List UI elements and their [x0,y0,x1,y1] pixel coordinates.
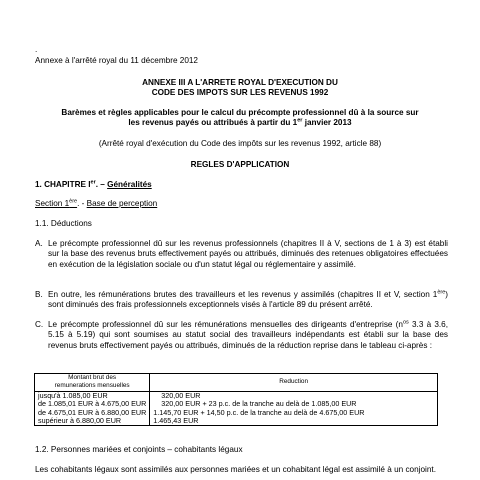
header-reduction: Reduction [150,374,438,392]
table-header-row [35,374,438,392]
subtitle-line-1: Barèmes et règles applicables pour le calcul du précompte professionnel dû à la source sur [61,108,419,117]
item-b-text: En outre, les rémunérations brutes des travailleurs et les revenus y assimilés (chapitres II et V, section 1ère) sont diminués des frais professionnels exceptionnels visés à l'article 89 du présent arrêté. [48,289,448,310]
table-cell-reduction: 320,00 EUR [161,390,201,400]
subtitle-line-2: les revenus payés ou attribués à partir du 1er janvier 2013 [128,117,352,127]
subsection-1-2: 1.2. Personnes mariées et conjoints – cohabitants légaux [35,445,243,454]
final-paragraph: Les cohabitants légaux sont assimilés aux personnes mariées et un cohabitant légal est assimilé à un conjoint. [35,465,436,474]
chapter-heading: 1. CHAPITRE Ier. – Généralités [35,179,152,189]
subsection-1-1: 1.1. Déductions [35,219,92,228]
legal-reference: (Arrêté royal d'exécution du Code des impôts sur les revenus 1992, article 88) [98,139,382,148]
table-cell-reduction: 320,00 EUR + 23 p.c. de la tranche au delà de 1.085,00 EUR [161,399,357,409]
title-line-2: CODE DES IMPOTS SUR LES REVENUS 1992 [151,88,329,97]
item-b-letter: B. [35,290,43,299]
table-cell-reduction: 1.145,70 EUR + 14,50 p.c. de la tranche au delà de 4.675,00 EUR [153,407,365,417]
table-row [35,417,438,426]
table-cell-amount: de 1.085,01 EUR à 4.675,00 EUR [35,400,150,408]
annex-reference: Annexe à l'arrêté royal du 11 décembre 2012 [35,56,198,65]
title-line-1: ANNEXE III A L'ARRETE ROYAL D'EXECUTION DU [142,78,338,87]
table-cell-amount: jusqu'à 1.085,00 EUR [35,391,150,400]
chapter-title: Généralités [107,180,152,189]
item-a-text: Le précompte professionnel dû sur les revenus professionnels (chapitres II à V, sections de 1 à 3) est établi sur la base des revenus bruts effectivement payés ou attribués, diminués des retenues obligatoires effectuées en exécution de la législation sociale ou d'un statut légal ou réglementaire y assimilé. [48,239,448,269]
rules-heading: REGLES D'APPLICATION [190,160,290,169]
table-cell-amount: de 4.675,01 EUR à 6.880,00 EUR [35,409,150,417]
item-a-letter: A. [35,239,43,248]
stray-dot: . [35,45,38,54]
section-title: Base de perception [86,199,158,208]
reduction-table [34,373,438,426]
header-gross-amount: Montant brut des remunerations mensuelles [35,374,150,392]
section-heading: Section 1ère. - Base de perception [35,198,158,208]
table-cell-reduction: 1.465,43 EUR [153,416,199,426]
item-c-text: Le précompte professionnel dû sur les rémunérations mensuelles des dirigeants d'entreprise ($n^{os}$ 3.3 à 3.6, 5.15 à 5.19) qui sont soumises au statut social des travailleurs indépendants est établi sur la base des revenus bruts effectivement payés ou attribués, diminués de la réduction reprise dans le tableau ci-après : [48,319,448,350]
table-cell-amount: supérieur à 6.880,00 EUR [35,417,150,426]
item-c-letter: C. [35,320,44,329]
